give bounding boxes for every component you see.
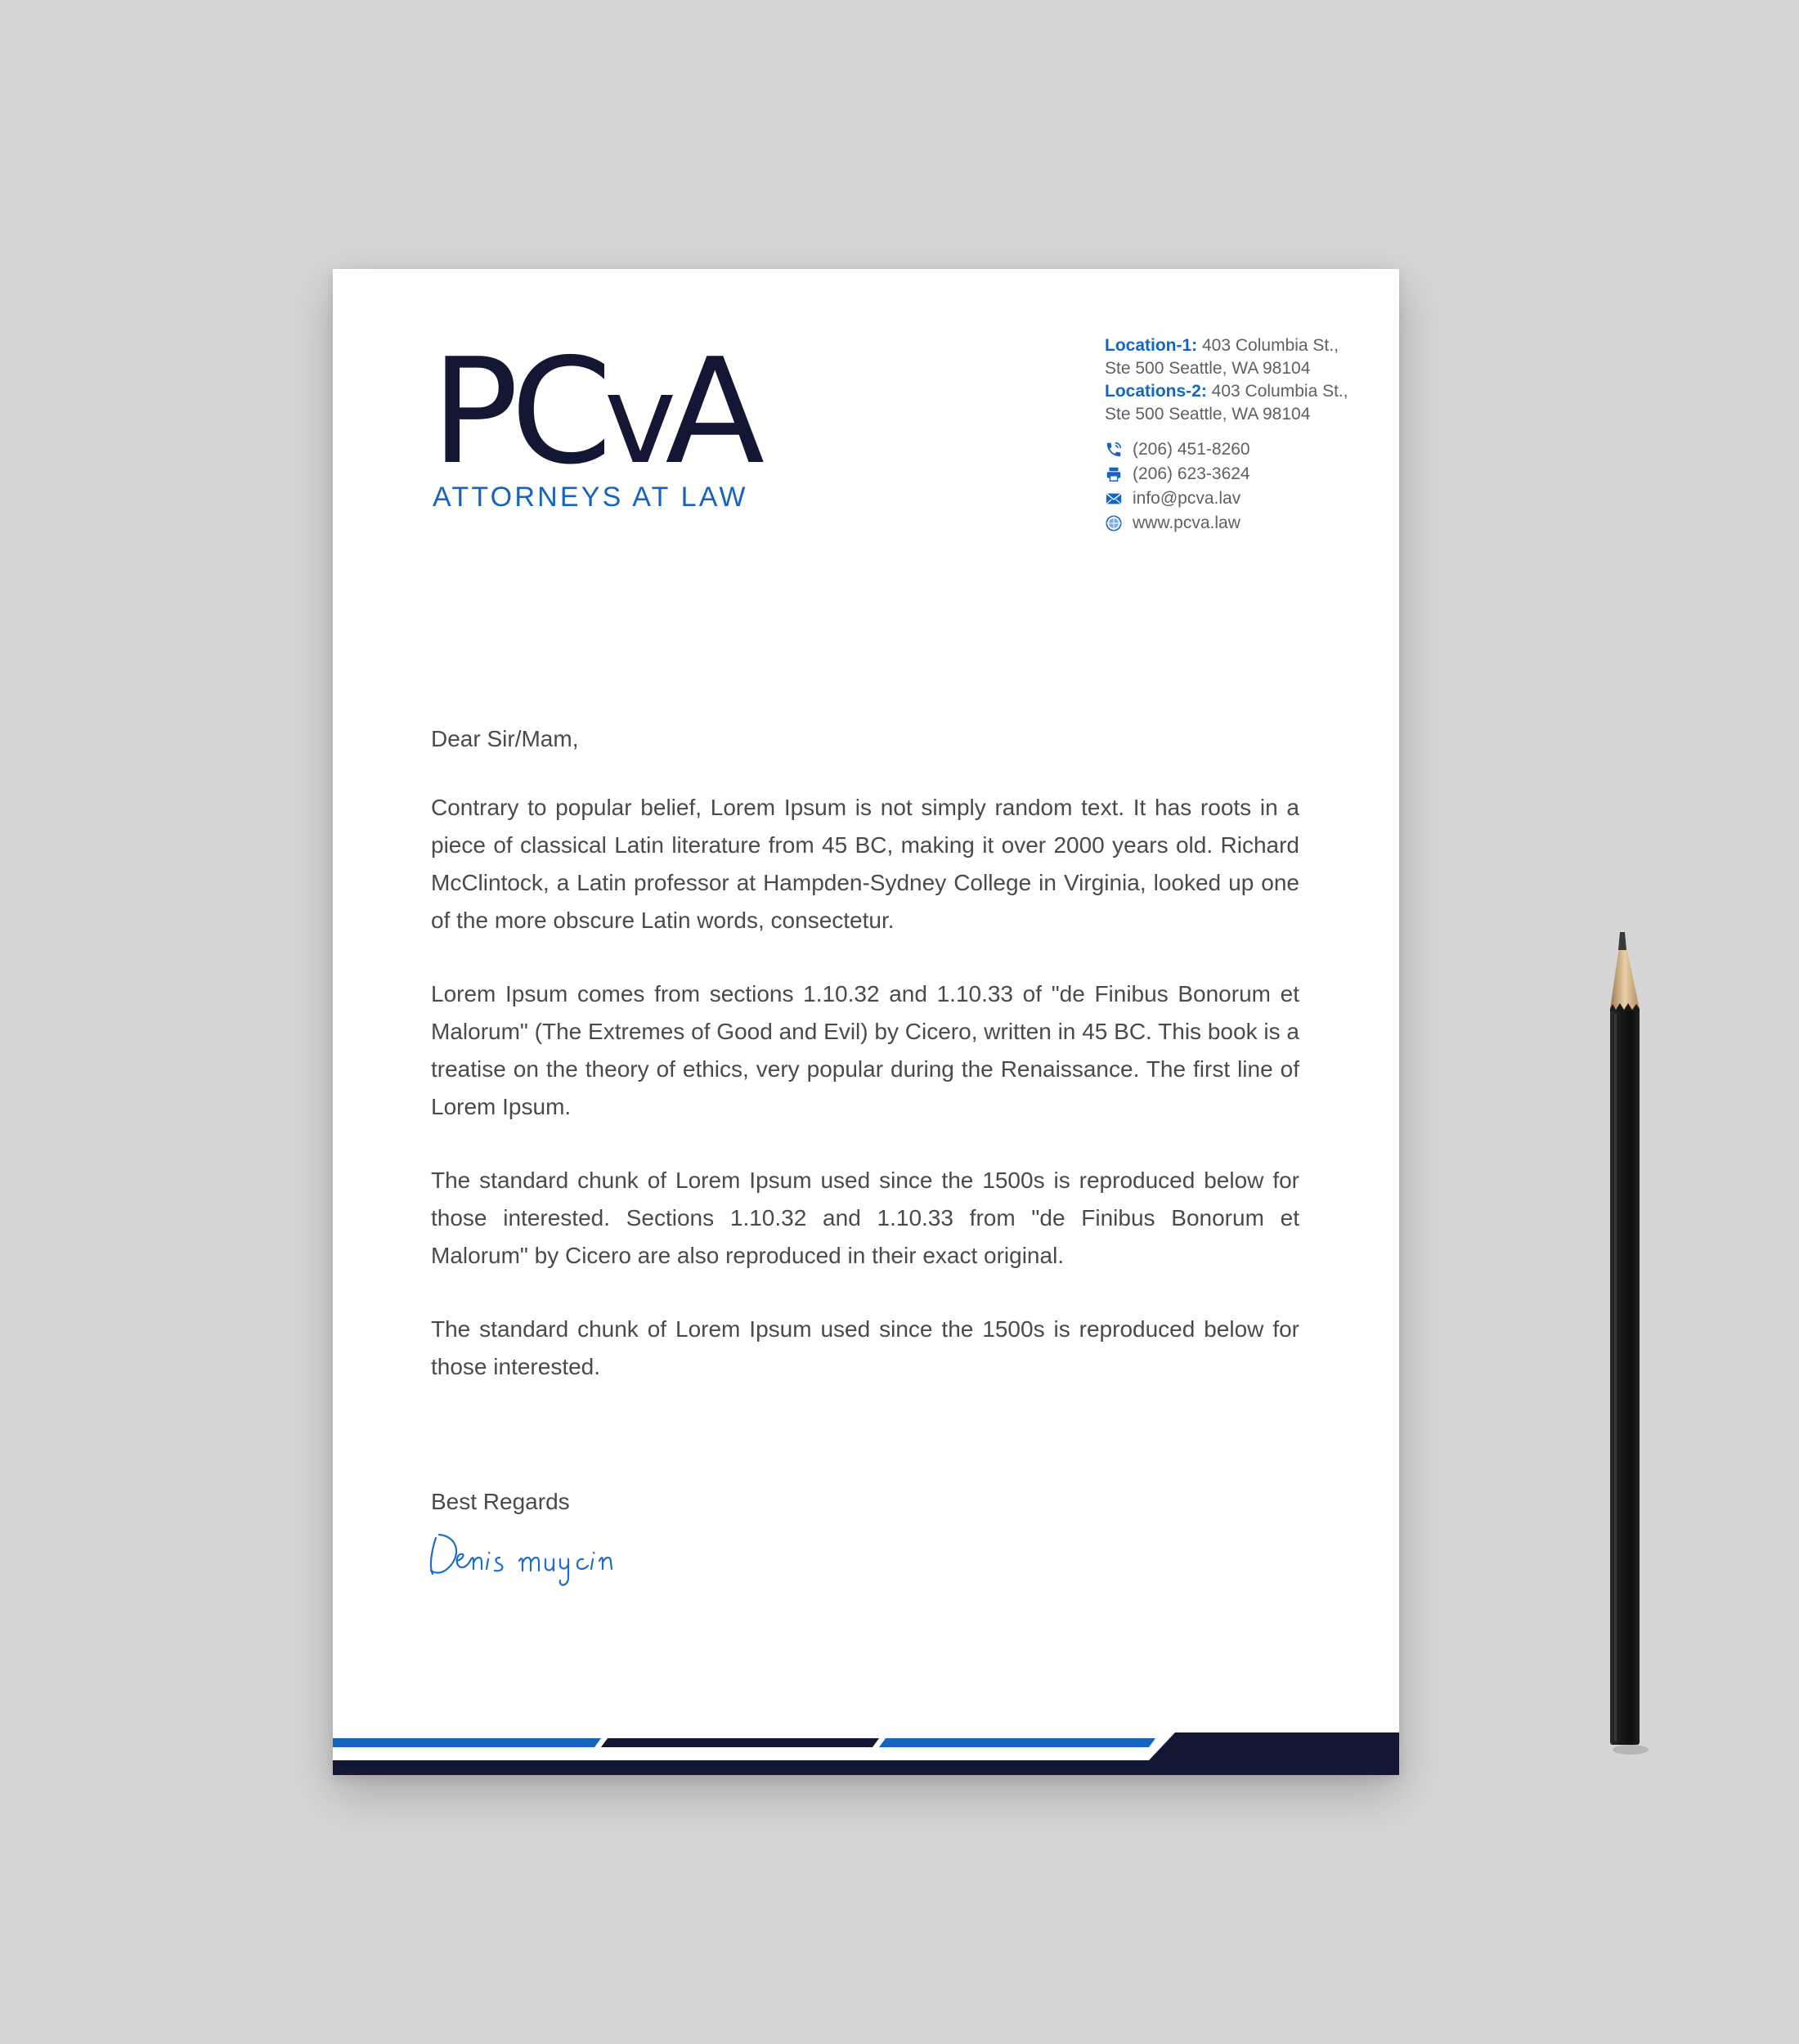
location-2-line-2: Ste 500 Seattle, WA 98104 — [1105, 405, 1311, 424]
letter-paragraph: Lorem Ipsum comes from sections 1.10.32 and 1.10.33 of "de Finibus Bonorum et Malorum" (The Extremes of Good and Evil) by Cicero, written in 45 BC. This book is a treatise on the theory of ethics, very popular during the Renaissance. The first line of Lorem Ipsum. — [431, 981, 1299, 1119]
website-row — [1105, 511, 1383, 536]
fax-row — [1105, 462, 1383, 486]
fax-number: (206) 623-3624 — [1133, 464, 1250, 483]
letter-paragraph: Contrary to popular belief, Lorem Ipsum is not simply random text. It has roots in a piece of classical Latin literature from 45 BC, making it over 2000 years old. Richard McClintock, a Latin professor at Hampden-Sydney College in Virginia, looked up one of the more obscure Latin words, consectetur. — [431, 795, 1299, 933]
location-1-label: Location-1: — [1105, 336, 1198, 355]
location-2-line-1 — [1105, 380, 1383, 403]
location-1-line-2: Ste 500 Seattle, WA 98104 — [1105, 359, 1311, 378]
logo-tagline: ATTORNEYS AT LAW — [433, 482, 748, 513]
letter-greeting: Dear Sir/Mam, — [431, 726, 579, 751]
location-1-line-1 — [1105, 334, 1383, 357]
location-1-street: 403 Columbia St., — [1197, 336, 1339, 355]
location-2-label: Locations-2: — [1105, 382, 1207, 401]
globe-icon — [1105, 514, 1123, 532]
phone-number: (206) 451-8260 — [1133, 440, 1250, 459]
fax-icon — [1105, 465, 1123, 483]
website-url: www.pcva.law — [1133, 513, 1240, 532]
letterhead-paper — [333, 269, 1399, 1775]
letter-paragraph: The standard chunk of Lorem Ipsum used since the 1500s is reproduced below for those interested. — [431, 1316, 1299, 1379]
letter-paragraph: The standard chunk of Lorem Ipsum used since the 1500s is reproduced below for those interested. Sections 1.10.32 and 1.10.33 from "de Finibus Bonorum et Malorum" by Cicero are also reproduced in their exact original. — [431, 1168, 1299, 1268]
location-2-street: 403 Columbia St., — [1206, 382, 1348, 401]
contact-list — [1105, 437, 1383, 536]
pencil-prop — [1596, 932, 1653, 1758]
phone-icon — [1105, 441, 1123, 459]
email-icon — [1105, 490, 1123, 508]
company-logo — [431, 327, 791, 513]
email-address: info@pcva.lav — [1133, 489, 1241, 508]
logo-wordmark-a: A — [665, 327, 757, 496]
logo-wordmark — [431, 327, 757, 496]
letter-closing: Best Regards — [431, 1489, 570, 1514]
phone-row — [1105, 437, 1383, 462]
logo-wordmark-pc: PC — [431, 327, 604, 496]
handwritten-signature — [424, 1520, 637, 1594]
email-row — [1105, 486, 1383, 511]
letter-body — [431, 720, 1299, 1422]
contact-block — [1105, 334, 1383, 536]
footer-band — [333, 1732, 1399, 1775]
logo-wordmark-v: v — [603, 349, 666, 491]
